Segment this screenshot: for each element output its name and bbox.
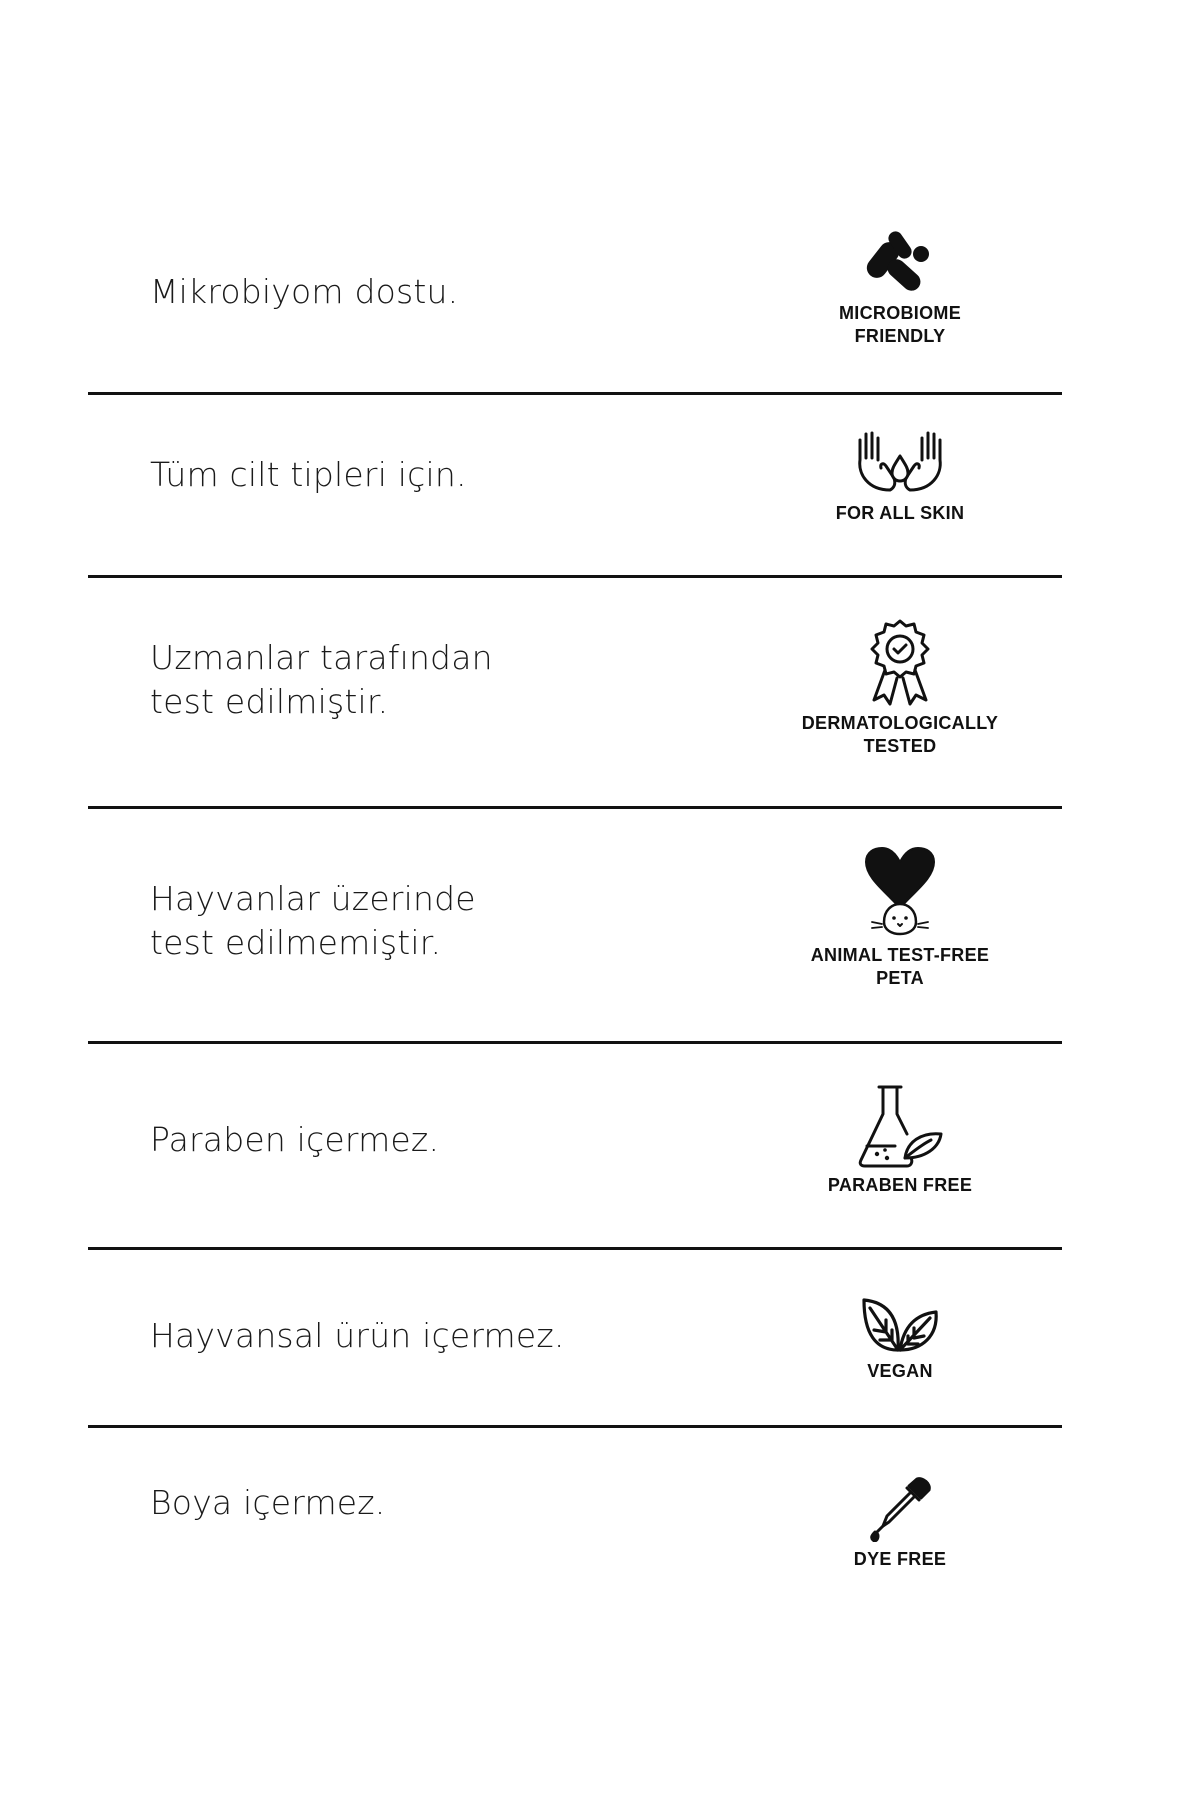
badge-label: PARABEN FREE: [827, 1175, 973, 1195]
leaves-icon: [790, 1294, 1010, 1354]
badge-label: MICROBIOME FRIENDLY: [839, 303, 961, 346]
divider: [88, 392, 1062, 395]
badge-microbiome-friendly: [790, 226, 1010, 348]
divider: [88, 1041, 1062, 1044]
badge-label: DERMATOLOGICALLY TESTED: [801, 713, 999, 756]
badge-paraben-free: [790, 1084, 1010, 1197]
hands-drop-icon: [790, 430, 1010, 496]
feature-description: Paraben içermez.: [150, 1120, 440, 1159]
divider: [88, 575, 1062, 578]
feature-description: Mikrobiyom dostu.: [150, 272, 459, 311]
award-ribbon-icon: [790, 618, 1010, 706]
badge-vegan: [790, 1294, 1010, 1383]
badge-dermatologically-tested: [790, 618, 1010, 758]
feature-description: Uzmanlar tarafından test edilmiştir.: [150, 638, 493, 721]
feature-description: Tüm cilt tipleri için.: [150, 455, 467, 494]
flask-leaf-icon: [790, 1084, 1010, 1168]
microbiome-icon: [790, 226, 1010, 296]
feature-description: Boya içermez.: [150, 1483, 386, 1522]
badge-dye-free: [790, 1476, 1010, 1571]
badge-label: DYE FREE: [853, 1549, 947, 1569]
badge-for-all-skin: [790, 430, 1010, 525]
feature-description: Hayvansal ürün içermez.: [150, 1316, 565, 1355]
divider: [88, 1425, 1062, 1428]
divider: [88, 806, 1062, 809]
badge-label: ANIMAL TEST-FREE PETA: [810, 945, 990, 988]
feature-description: Hayvanlar üzerinde test edilmemiştir.: [150, 879, 476, 962]
badge-animal-test-free: [790, 846, 1010, 990]
dropper-icon: [790, 1476, 1010, 1542]
badge-label: FOR ALL SKIN: [835, 503, 965, 523]
divider: [88, 1247, 1062, 1250]
badge-label: VEGAN: [867, 1361, 933, 1381]
heart-bunny-icon: [790, 846, 1010, 938]
